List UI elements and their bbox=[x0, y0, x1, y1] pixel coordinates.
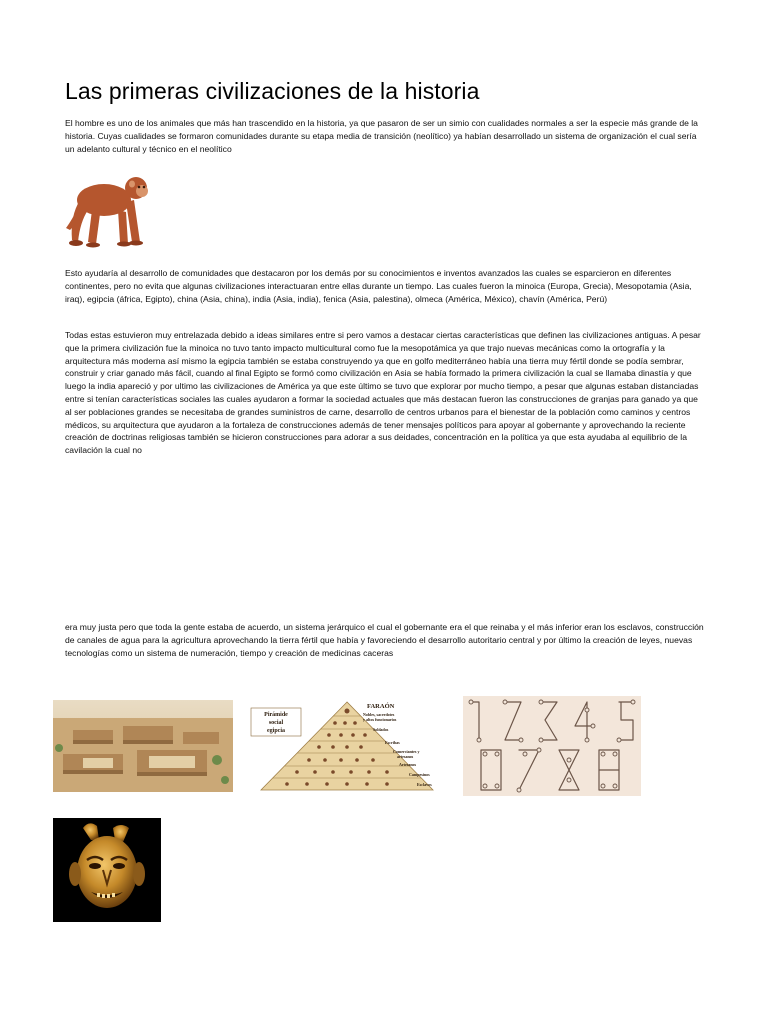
egyptian-social-pyramid-image bbox=[249, 700, 445, 792]
paragraph-conclusion: era muy justa pero que toda la gente estaba de acuerdo, un sistema jerárquico el cual el gobernante era el que reinaba y el más inferior eran los esclavos, construcción de canales de agua para la agricultura aprovechando la tierra fértil que había y favoreciendo el desarrollo autoritario central y por último la creación de leyes, nuevas tecnologías como un sistema de numeración, tiempo y creación de medicinas caceras bbox=[65, 622, 704, 658]
paragraph-civilizations: Esto ayudaría al desarrollo de comunidades que destacaron por los demás por su conocimientos e inventos avanzados las cuales se esparcieron en diferentes continentes, pero no evita que algunas civilizaciones interactuaran entre ellas durante un tiempo. Las cuales fueron la minoica (Europa, Grecia), Mesopotamia (Asia, iraq), egipcia (áfrica, Egipto), china (Asia, china), india (Asia, india), fenica (Asia, palestina), olmeca (América, México), chavín (América, Perú) bbox=[65, 268, 692, 304]
pyramid-level-label: artesanos bbox=[397, 754, 414, 759]
monkey-image bbox=[66, 170, 154, 248]
pyramid-level-label: Esclavos bbox=[417, 782, 432, 787]
pyramid-level-label: Nobles, sacerdotes bbox=[363, 712, 395, 717]
pyramid-level-label: Campesinos bbox=[409, 772, 430, 777]
pyramid-side-label-2: social bbox=[268, 720, 284, 726]
paragraph-intro: El hombre es uno de los animales que más han trascendido en la historia, ya que pasaron de ser un simio con cualidades normales a ser la especie más grande de la historia. Cuyas cualidades se formaron comunidades durante su etapa media de transición (neolítico) ya habían desarrollado un sistema de organización el cual sería un adelanto cultural y técnico en el neolítico bbox=[65, 118, 698, 154]
pyramid-level-label: Soldados bbox=[373, 727, 389, 732]
pyramid-level-label: Artesanos bbox=[399, 762, 417, 767]
ancient-numerals-image bbox=[463, 696, 641, 796]
page-title: Las primeras civilizaciones de la historia bbox=[65, 78, 480, 104]
pyramid-level-label: Comerciantes y bbox=[393, 749, 420, 754]
pyramid-top-label: FARAÓN bbox=[367, 703, 395, 710]
gold-mask-image bbox=[53, 818, 161, 922]
ancient-city-image bbox=[53, 700, 233, 792]
paragraph-characteristics: Todas estas estuvieron muy entrelazada debido a ideas similares entre si pero vamos a destacar ciertas características que definen las civilizaciones antiguas. A pesar que la primera civilización fue la minoica no tuvo tanto impacto multicultural como fue la mesopotámica ya que trajo nuevas mecánicas como la ortografía y la arquitectura más moderna así mismo la egipcia también se estaba construyendo ya que en golfo mediterráneo había una tierra muy fértil donde se podía sembrar, construir y criar ganado más fácil, cuando al final Egipto se formó como civilización en Asia se había formado la primera civilización la cual se llamaba dinastía y que luego la india apareció y por ultimo las civilizaciones de América ya que este último se tuvo que explorar por mucho tiempo, a pesar que algunas estaban distanciadas entre si tenían características sociales las cuales ayudaron a formar la sociedad actuales que más destacan fueron las construcciones de granjas para ganado ya que al ser poblaciones grandes se necesitaba de grandes suministros de carne, desarrollo de centros urbanos para el bienestar de la población como caminos y centros médicos, su arquitectura que ayudaron a la fortaleza de construcciones además de tener mensajes políticos para apoyar al gobernante y aprovechando la reciente creación de doctrinas religiosas también se hicieron construcciones para adorar a sus deidades, concentración en la política ya que esta ayudaba al equilibrio de la cavilación la cual no bbox=[65, 330, 701, 456]
pyramid-level-label: y altos funcionarios bbox=[363, 717, 397, 722]
pyramid-side-label-3: egipcia bbox=[267, 728, 285, 734]
pyramid-level-label: Escribas bbox=[385, 740, 400, 745]
pyramid-side-label-1: Pirámide bbox=[264, 712, 288, 718]
